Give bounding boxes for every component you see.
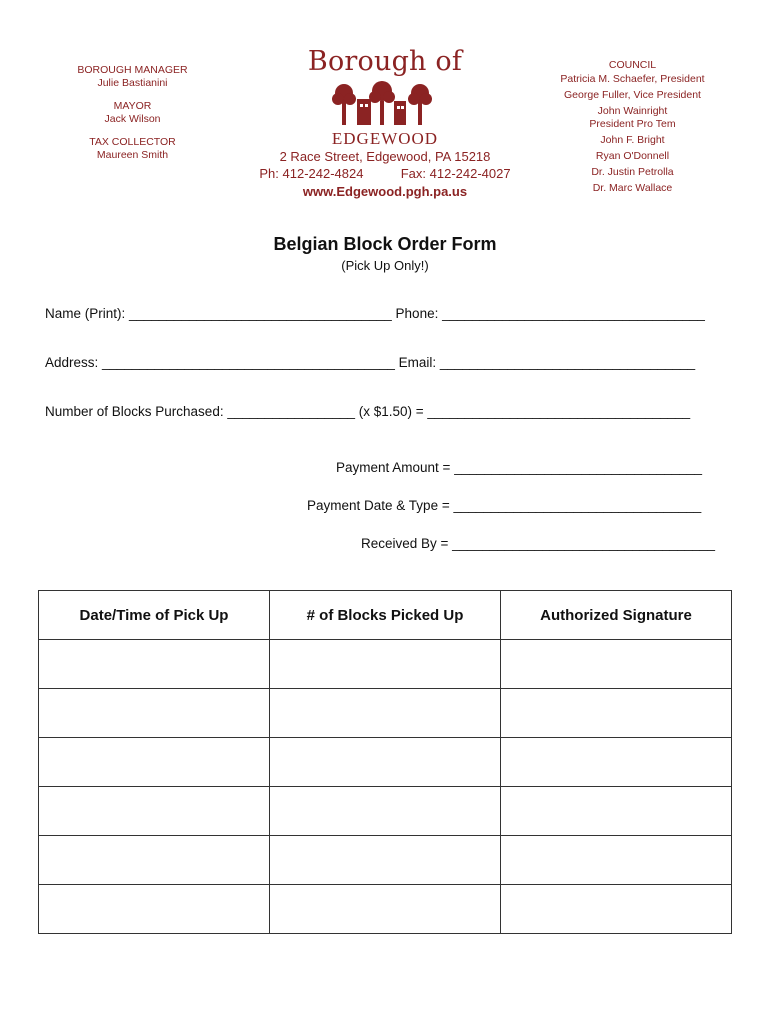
table-header-row [39,591,732,640]
table-row [39,836,732,885]
pickup-log-table [38,590,732,934]
official-name: Maureen Smith [96,149,169,161]
table-cell[interactable] [501,738,732,787]
column-header-date-time: Date/Time of Pick Up [39,591,270,640]
table-cell[interactable] [501,787,732,836]
table-cell[interactable] [501,640,732,689]
table-cell[interactable] [270,836,501,885]
payment-date-type-field[interactable]: Payment Date & Type = _________________________________ [307,498,702,513]
table-cell[interactable] [39,885,270,934]
table-cell[interactable] [501,836,732,885]
table-row [39,738,732,787]
table-row [39,689,732,738]
address-email-field[interactable]: Address: _______________________________________ Email: __________________________________ [45,355,696,370]
official-manager [50,64,215,90]
table-row [39,640,732,689]
council-member: Patricia M. Schaefer, President [560,73,705,85]
official-name: Jack Wilson [104,113,161,125]
official-role: MAYOR [113,100,152,112]
table-row [39,885,732,934]
name-phone-field[interactable]: Name (Print): ___________________________________ Phone: ___________________________________ [45,306,705,321]
table-cell[interactable] [270,640,501,689]
table-cell[interactable] [39,738,270,787]
table-cell[interactable] [39,787,270,836]
council-member: John Wainright [597,105,668,117]
official-name: Julie Bastianini [97,77,168,89]
council-member: George Fuller, Vice President [564,89,701,101]
table-cell[interactable] [270,787,501,836]
table-cell[interactable] [39,640,270,689]
payment-amount-field[interactable]: Payment Amount = _________________________________ [336,460,702,475]
column-header-signature: Authorized Signature [501,591,732,640]
form-subtitle: (Pick Up Only!) [341,258,429,273]
street-address: 2 Race Street, Edgewood, PA 15218 [279,149,491,164]
form-title: Belgian Block Order Form [273,234,497,254]
table-cell[interactable] [270,885,501,934]
official-role: TAX COLLECTOR [89,136,176,148]
official-tax-collector [50,136,215,162]
table-row [39,787,732,836]
logo-town: EDGEWOOD [331,129,439,148]
phone-fax-line [240,165,530,182]
council-member: President Pro Tem [589,118,676,130]
fax-number: Fax: 412-242-4027 [400,166,511,181]
council-member: Dr. Justin Petrolla [591,166,674,178]
logo-title: Borough of [307,46,463,77]
table-cell[interactable] [270,689,501,738]
borough-logo [260,46,510,149]
trees-buildings-icon [330,79,440,129]
received-by-field[interactable]: Received By = ___________________________________ [361,536,715,551]
council-list [545,59,720,198]
blocks-purchased-field[interactable]: Number of Blocks Purchased: _________________ (x $1.50) = ___________________________________ [45,404,691,419]
council-member: Ryan O'Donnell [595,150,670,162]
website-link[interactable]: www.Edgewood.pgh.pa.us [302,184,468,199]
council-heading: COUNCIL [608,59,657,71]
official-role: BOROUGH MANAGER [77,64,188,76]
officials-list [50,64,215,172]
phone-number: Ph: 412-242-4824 [259,166,364,181]
official-mayor [50,100,215,126]
table-cell[interactable] [39,836,270,885]
table-cell[interactable] [501,885,732,934]
council-member: Dr. Marc Wallace [592,182,673,194]
council-member: John F. Bright [600,134,665,146]
column-header-blocks: # of Blocks Picked Up [270,591,501,640]
table-cell[interactable] [39,689,270,738]
table-cell[interactable] [501,689,732,738]
contact-block [240,148,530,199]
table-cell[interactable] [270,738,501,787]
